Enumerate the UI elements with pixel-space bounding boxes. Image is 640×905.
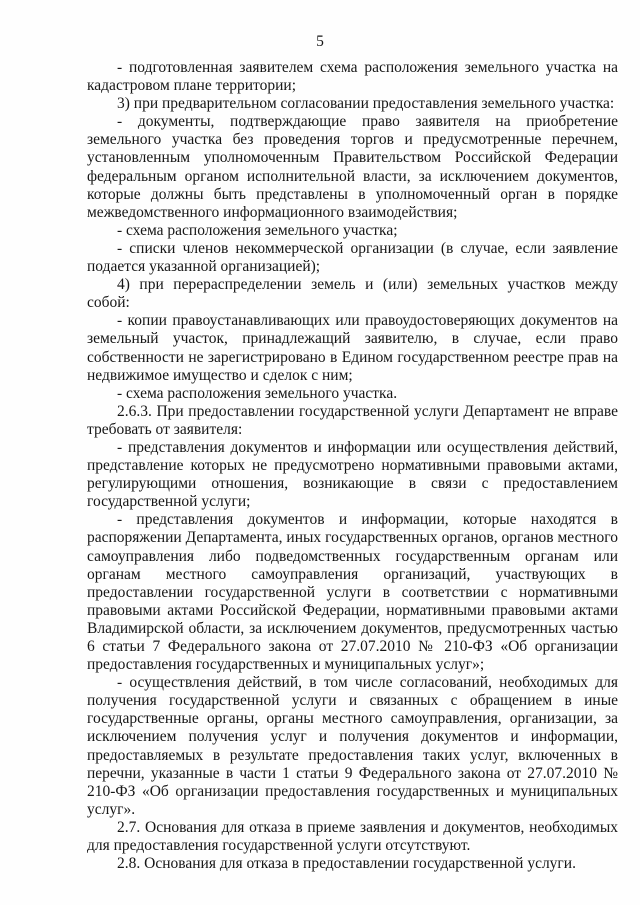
paragraph-preliminary-approval-heading: 3) при предварительном согласовании предоставления земельного участка: xyxy=(117,95,615,113)
paragraph-documents-confirming-right: - документы, подтверждающие право заявителя на приобретение земельного участка без проведения торгов и предусмотренные перечнем, установленным уполномоченным Правительством Российской Федерации федеральным органом исполнительной власти, за исключением документов, которые должны быть представлены в уполномоченный орган в порядке межведомственного информационного взаимодействия; xyxy=(87,113,618,221)
paragraph-documents-held-by-agencies: - представления документов и информации, которые находятся в распоряжении Департамента, иных государственных органов, органов местного самоуправления либо подведомственных государственным органам или органам местного самоуправления организаций, участвующих в предоставлении государственной услуги в соответствии с нормативными правовыми актами Российской Федерации, нормативными правовыми актами Владимирской области, за исключением документов, предусмотренных частью 6 статьи 7 Федерального закона от 27.07.2010 № 210-ФЗ «Об организации предоставления государственных и муниципальных услуг»; xyxy=(87,511,618,674)
paragraph-documents-not-required: - представления документов и информации или осуществления действий, представление которых не предусмотрено нормативными правовыми актами, регулирующими отношения, возникающие в связи с предоставлением государственной услуги; xyxy=(87,438,618,511)
paragraph-title-document-copies: - копии правоустанавливающих или правоудостоверяющих документов на земельный участок, принадлежащий заявителю, в случае, если право собственности не зарегистрировано в Едином государственном реестре прав на недвижимое имущество и сделок с ним; xyxy=(87,312,618,384)
paragraph-scheme-cadastral-plan: - подготовленная заявителем схема расположения земельного участка на кадастровом плане территории; xyxy=(87,59,618,95)
document-body xyxy=(87,59,618,873)
paragraph-land-plot-scheme-final: - схема расположения земельного участка. xyxy=(117,384,398,402)
paragraph-section-2-8: 2.8. Основания для отказа в предоставлении государственной услуги. xyxy=(117,855,576,873)
paragraph-actions-and-approvals: - осуществления действий, в том числе согласований, необходимых для получения государственной услуги и связанных с обращением в иные государственные органы, органы местного самоуправления, организации, за исключением получения услуг и получения документов и информации, предоставляемых в результате предоставления таких услуг, включенных в перечни, указанные в части 1 статьи 9 Федерального закона от 27.07.2010 № 210-ФЗ «Об организации предоставления государственных и муниципальных услуг». xyxy=(87,674,618,818)
paragraph-section-2-6-3: 2.6.3. При предоставлении государственной услуги Департамент не вправе требовать от заявителя: xyxy=(87,402,618,438)
paragraph-land-plot-scheme: - схема расположения земельного участка; xyxy=(117,221,398,239)
paragraph-nonprofit-member-lists: - списки членов некоммерческой организации (в случае, если заявление подается указанной организацией); xyxy=(87,239,618,276)
paragraph-section-2-7: 2.7. Основания для отказа в приеме заявления и документов, необходимых для предоставления государственной услуги отсутствуют. xyxy=(87,818,618,855)
page-number: 5 xyxy=(316,33,324,50)
paragraph-redistribution-heading: 4) при перераспределении земель и (или) земельных участков между собой: xyxy=(87,276,618,312)
